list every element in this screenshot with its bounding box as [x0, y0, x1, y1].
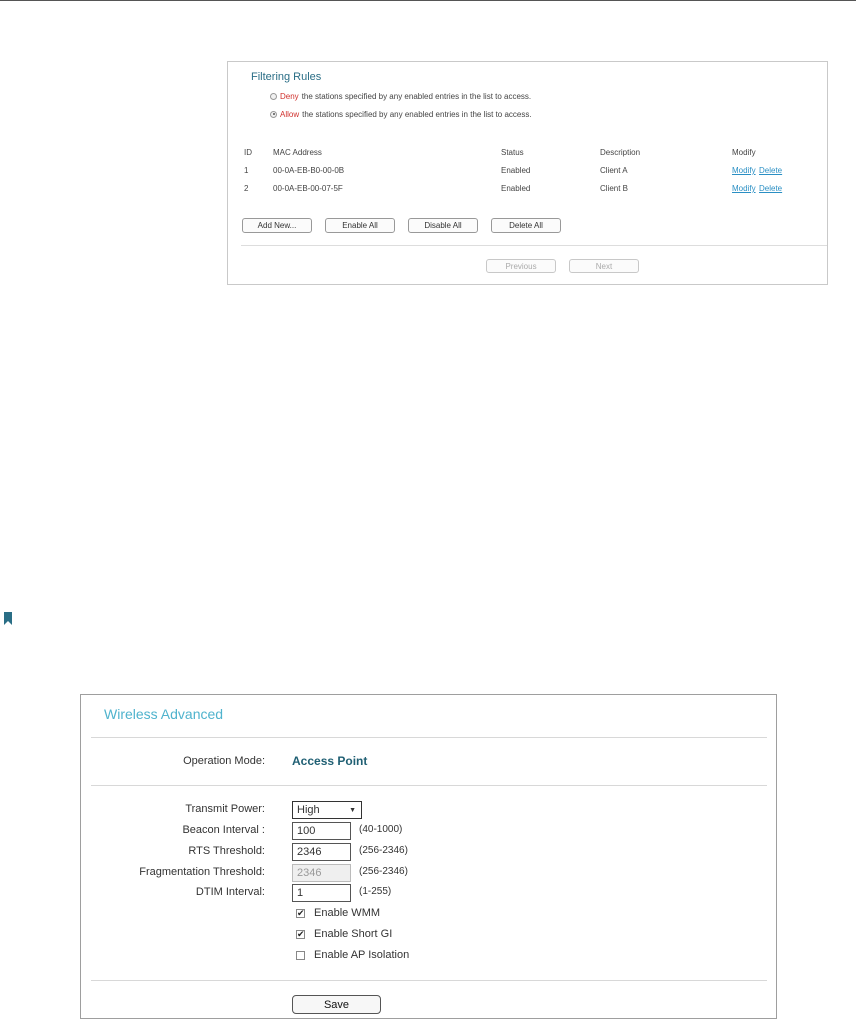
filtering-rules-title: Filtering Rules — [251, 71, 322, 83]
row-id: 2 — [244, 184, 249, 193]
divider — [241, 245, 827, 246]
row-mac: 00-0A-EB-B0-00-0B — [273, 166, 345, 175]
enable-wmm-checkbox[interactable]: ✔ — [297, 907, 305, 918]
enable-wmm-label: Enable WMM — [314, 907, 381, 919]
rts-threshold-range: (256-2346) — [359, 845, 408, 856]
transmit-power-label: Transmit Power: — [185, 803, 265, 815]
bookmark-icon — [4, 612, 12, 625]
enable-ap-isolation-option[interactable] — [296, 949, 409, 961]
chevron-down-icon: ▼ — [349, 807, 356, 814]
enable-wmm-option[interactable] — [296, 907, 380, 919]
row-status: Enabled — [501, 184, 531, 193]
operation-mode-label: Operation Mode: — [183, 755, 265, 767]
enable-short-gi-option[interactable] — [296, 928, 392, 940]
deny-radio[interactable] — [270, 93, 277, 100]
transmit-power-value: High — [297, 804, 320, 816]
transmit-power-select[interactable] — [292, 801, 362, 819]
fragmentation-threshold-input: 2346 — [292, 864, 351, 882]
dtim-interval-range: (1-255) — [359, 886, 392, 897]
deny-text: the stations specified by any enabled entries in the list to access. — [301, 91, 532, 101]
rts-threshold-input[interactable]: 2346 — [292, 843, 351, 861]
row-delete-link[interactable]: Delete — [759, 166, 783, 175]
allow-radio[interactable] — [270, 111, 277, 118]
enable-ap-isolation-label: Enable AP Isolation — [314, 949, 410, 961]
row-modify-link[interactable]: Modify — [732, 184, 756, 193]
beacon-interval-range: (40-1000) — [359, 824, 403, 835]
row-id: 1 — [244, 166, 249, 175]
fragmentation-threshold-label: Fragmentation Threshold: — [139, 866, 265, 878]
col-header-status: Status — [501, 148, 524, 157]
divider — [91, 737, 767, 738]
enable-short-gi-label: Enable Short GI — [314, 928, 393, 940]
enable-short-gi-checkbox[interactable]: ✔ — [297, 928, 305, 939]
enable-all-button[interactable]: Enable All — [325, 218, 395, 233]
col-header-mac: MAC Address — [273, 148, 322, 157]
wireless-advanced-panel — [80, 694, 777, 1019]
allow-option[interactable] — [270, 109, 532, 119]
next-button[interactable]: Next — [569, 259, 639, 273]
row-description: Client A — [600, 166, 628, 175]
filtering-rules-panel — [227, 61, 828, 285]
row-modify-link[interactable]: Modify — [732, 166, 756, 175]
beacon-interval-input[interactable]: 100 — [292, 822, 351, 840]
dtim-interval-label: DTIM Interval: — [195, 886, 265, 898]
wireless-advanced-title: Wireless Advanced — [104, 706, 224, 722]
save-button[interactable]: Save — [292, 995, 381, 1014]
previous-button[interactable]: Previous — [486, 259, 556, 273]
col-header-id: ID — [244, 148, 252, 157]
add-new-button[interactable]: Add New... — [242, 218, 312, 233]
col-header-modify: Modify — [732, 148, 756, 157]
operation-mode-value: Access Point — [292, 754, 368, 768]
row-mac: 00-0A-EB-00-07-5F — [273, 184, 343, 193]
top-rule — [0, 0, 856, 1]
dtim-interval-input[interactable]: 1 — [292, 884, 351, 902]
allow-text: the stations specified by any enabled entries in the list to access. — [302, 109, 532, 119]
fragmentation-threshold-range: (256-2346) — [359, 866, 408, 877]
deny-keyword: Deny — [280, 91, 299, 101]
row-description: Client B — [600, 184, 629, 193]
row-delete-link[interactable]: Delete — [759, 184, 783, 193]
rts-threshold-label: RTS Threshold: — [188, 845, 265, 857]
disable-all-button[interactable]: Disable All — [408, 218, 478, 233]
beacon-interval-label: Beacon Interval : — [182, 824, 265, 836]
delete-all-button[interactable]: Delete All — [491, 218, 561, 233]
enable-ap-isolation-checkbox[interactable] — [296, 951, 305, 960]
col-header-description: Description — [600, 148, 641, 157]
deny-option[interactable] — [270, 91, 531, 101]
row-status: Enabled — [501, 166, 531, 175]
allow-keyword: Allow — [280, 109, 300, 119]
divider — [91, 785, 767, 786]
divider — [91, 980, 767, 981]
